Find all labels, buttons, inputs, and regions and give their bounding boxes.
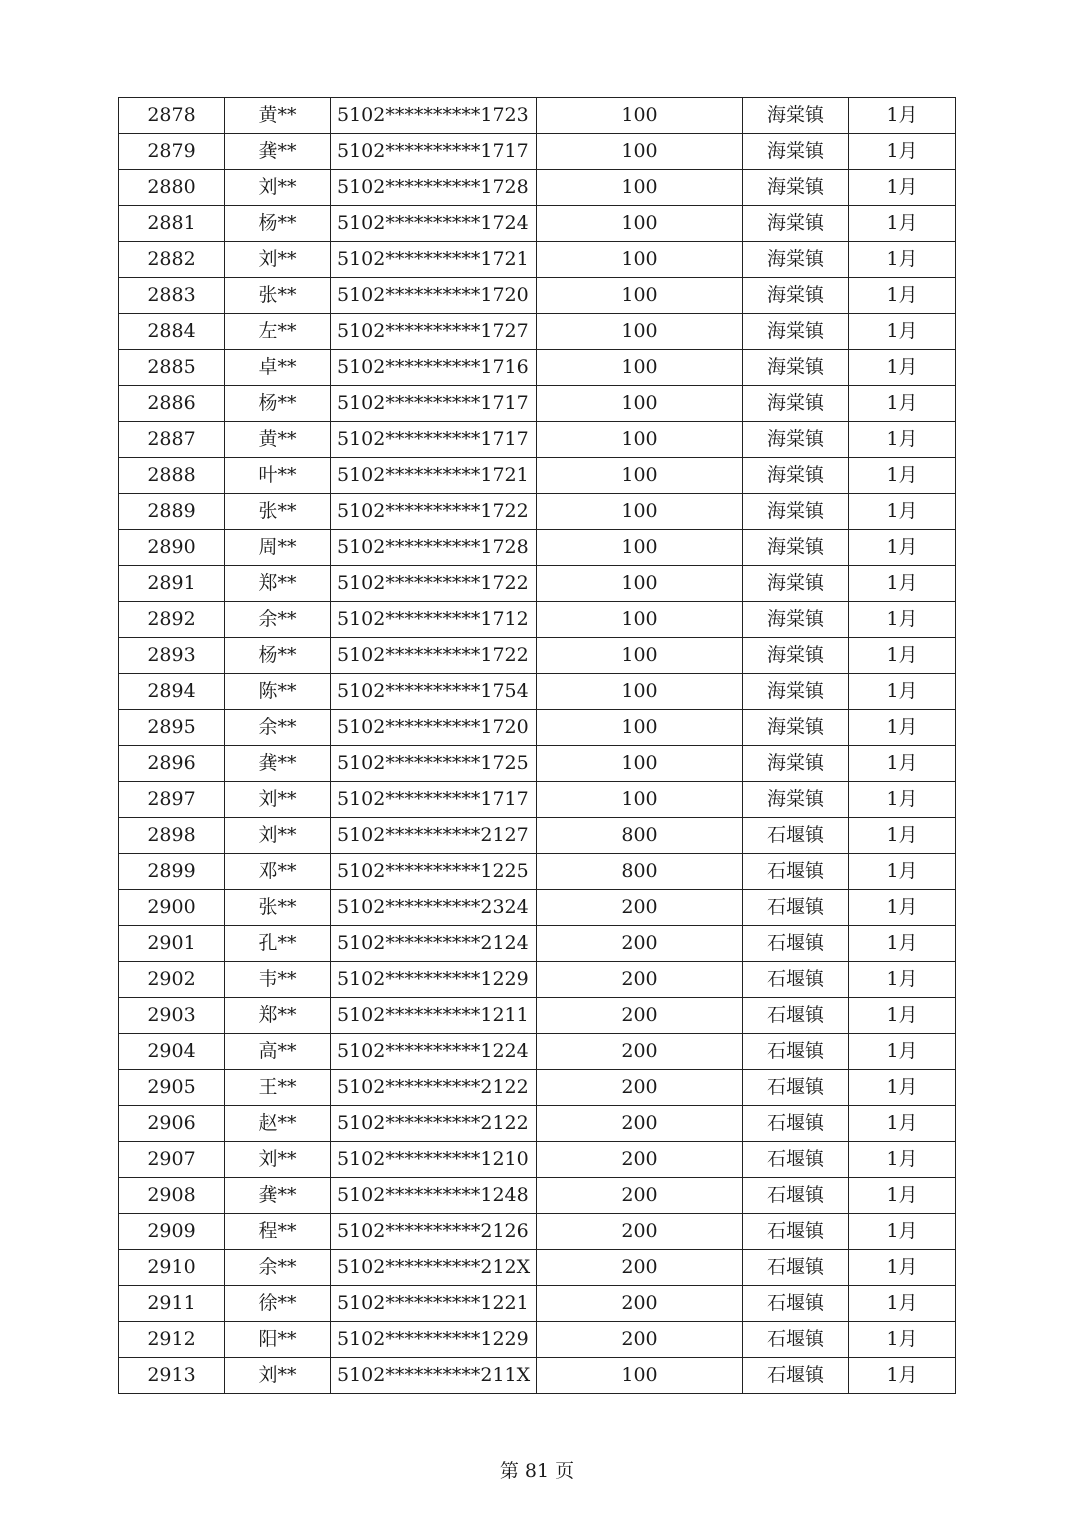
cell-seq: 2903 — [119, 998, 225, 1034]
cell-seq: 2892 — [119, 602, 225, 638]
cell-name: 刘** — [225, 1358, 331, 1394]
table-row — [119, 674, 956, 710]
cell-id-number: 5102**********1722 — [331, 494, 537, 530]
cell-name: 阳** — [225, 1322, 331, 1358]
table-row — [119, 1142, 956, 1178]
table-row — [119, 134, 956, 170]
cell-name: 杨** — [225, 386, 331, 422]
cell-amount: 100 — [537, 422, 743, 458]
cell-name: 程** — [225, 1214, 331, 1250]
cell-seq: 2881 — [119, 206, 225, 242]
cell-month: 1月 — [849, 962, 956, 998]
cell-name: 叶** — [225, 458, 331, 494]
cell-name: 邓** — [225, 854, 331, 890]
cell-id-number: 5102**********1717 — [331, 782, 537, 818]
table-row — [119, 1070, 956, 1106]
cell-month: 1月 — [849, 386, 956, 422]
table-row — [119, 422, 956, 458]
table-row — [119, 1250, 956, 1286]
cell-name: 龚** — [225, 1178, 331, 1214]
cell-id-number: 5102**********1717 — [331, 386, 537, 422]
cell-month: 1月 — [849, 602, 956, 638]
cell-id-number: 5102**********2126 — [331, 1214, 537, 1250]
table-row — [119, 278, 956, 314]
cell-seq: 2908 — [119, 1178, 225, 1214]
cell-id-number: 5102**********1248 — [331, 1178, 537, 1214]
cell-name: 黄** — [225, 422, 331, 458]
cell-amount: 100 — [537, 566, 743, 602]
cell-town: 石堰镇 — [743, 1358, 849, 1394]
cell-id-number: 5102**********1716 — [331, 350, 537, 386]
cell-name: 余** — [225, 710, 331, 746]
cell-seq: 2896 — [119, 746, 225, 782]
cell-seq: 2889 — [119, 494, 225, 530]
cell-name: 龚** — [225, 134, 331, 170]
cell-month: 1月 — [849, 1142, 956, 1178]
cell-town: 海棠镇 — [743, 494, 849, 530]
table-row — [119, 854, 956, 890]
cell-id-number: 5102**********1720 — [331, 710, 537, 746]
table-row — [119, 782, 956, 818]
cell-month: 1月 — [849, 134, 956, 170]
cell-amount: 200 — [537, 998, 743, 1034]
cell-amount: 100 — [537, 98, 743, 134]
cell-name: 赵** — [225, 1106, 331, 1142]
cell-amount: 200 — [537, 1034, 743, 1070]
cell-name: 卓** — [225, 350, 331, 386]
cell-month: 1月 — [849, 746, 956, 782]
cell-month: 1月 — [849, 818, 956, 854]
cell-town: 海棠镇 — [743, 422, 849, 458]
cell-amount: 200 — [537, 926, 743, 962]
cell-amount: 100 — [537, 674, 743, 710]
table-row — [119, 530, 956, 566]
cell-amount: 200 — [537, 1286, 743, 1322]
cell-town: 海棠镇 — [743, 386, 849, 422]
cell-month: 1月 — [849, 206, 956, 242]
cell-id-number: 5102**********1723 — [331, 98, 537, 134]
cell-amount: 100 — [537, 1358, 743, 1394]
cell-seq: 2901 — [119, 926, 225, 962]
cell-town: 海棠镇 — [743, 530, 849, 566]
cell-month: 1月 — [849, 1214, 956, 1250]
table-row — [119, 98, 956, 134]
cell-town: 石堰镇 — [743, 854, 849, 890]
cell-id-number: 5102**********1721 — [331, 458, 537, 494]
cell-name: 余** — [225, 602, 331, 638]
table-row — [119, 1322, 956, 1358]
cell-amount: 200 — [537, 1178, 743, 1214]
cell-town: 石堰镇 — [743, 926, 849, 962]
cell-seq: 2909 — [119, 1214, 225, 1250]
cell-id-number: 5102**********1728 — [331, 170, 537, 206]
cell-amount: 200 — [537, 1322, 743, 1358]
cell-amount: 100 — [537, 746, 743, 782]
table-row — [119, 1286, 956, 1322]
cell-month: 1月 — [849, 1358, 956, 1394]
table-row — [119, 242, 956, 278]
cell-name: 余** — [225, 1250, 331, 1286]
data-table — [118, 97, 956, 1394]
cell-town: 石堰镇 — [743, 1034, 849, 1070]
cell-name: 刘** — [225, 242, 331, 278]
cell-month: 1月 — [849, 1106, 956, 1142]
table-row — [119, 890, 956, 926]
cell-name: 杨** — [225, 206, 331, 242]
cell-amount: 100 — [537, 170, 743, 206]
cell-town: 石堰镇 — [743, 890, 849, 926]
table-row — [119, 386, 956, 422]
cell-town: 海棠镇 — [743, 206, 849, 242]
table-row — [119, 1034, 956, 1070]
cell-amount: 200 — [537, 1250, 743, 1286]
cell-id-number: 5102**********212X — [331, 1250, 537, 1286]
cell-seq: 2879 — [119, 134, 225, 170]
cell-month: 1月 — [849, 1070, 956, 1106]
table-row — [119, 746, 956, 782]
cell-name: 张** — [225, 494, 331, 530]
cell-name: 郑** — [225, 566, 331, 602]
cell-amount: 200 — [537, 1214, 743, 1250]
cell-id-number: 5102**********2324 — [331, 890, 537, 926]
cell-name: 黄** — [225, 98, 331, 134]
cell-seq: 2880 — [119, 170, 225, 206]
cell-town: 石堰镇 — [743, 1250, 849, 1286]
cell-month: 1月 — [849, 782, 956, 818]
table-row — [119, 566, 956, 602]
cell-amount: 200 — [537, 962, 743, 998]
table-row — [119, 170, 956, 206]
cell-town: 石堰镇 — [743, 998, 849, 1034]
cell-amount: 100 — [537, 530, 743, 566]
cell-amount: 200 — [537, 1070, 743, 1106]
cell-month: 1月 — [849, 530, 956, 566]
cell-id-number: 5102**********1717 — [331, 134, 537, 170]
cell-month: 1月 — [849, 242, 956, 278]
cell-amount: 100 — [537, 710, 743, 746]
table-row — [119, 206, 956, 242]
cell-town: 海棠镇 — [743, 710, 849, 746]
cell-name: 张** — [225, 890, 331, 926]
cell-id-number: 5102**********1225 — [331, 854, 537, 890]
table-body — [119, 98, 956, 1394]
cell-id-number: 5102**********1211 — [331, 998, 537, 1034]
cell-seq: 2884 — [119, 314, 225, 350]
cell-name: 杨** — [225, 638, 331, 674]
cell-name: 刘** — [225, 818, 331, 854]
cell-amount: 200 — [537, 1106, 743, 1142]
cell-month: 1月 — [849, 314, 956, 350]
cell-month: 1月 — [849, 1322, 956, 1358]
cell-id-number: 5102**********1725 — [331, 746, 537, 782]
table-row — [119, 962, 956, 998]
cell-amount: 200 — [537, 1142, 743, 1178]
cell-seq: 2895 — [119, 710, 225, 746]
cell-seq: 2899 — [119, 854, 225, 890]
cell-seq: 2902 — [119, 962, 225, 998]
cell-amount: 100 — [537, 638, 743, 674]
cell-month: 1月 — [849, 566, 956, 602]
cell-id-number: 5102**********1229 — [331, 962, 537, 998]
cell-town: 石堰镇 — [743, 818, 849, 854]
cell-seq: 2893 — [119, 638, 225, 674]
cell-seq: 2878 — [119, 98, 225, 134]
cell-month: 1月 — [849, 1034, 956, 1070]
cell-town: 海棠镇 — [743, 602, 849, 638]
cell-amount: 800 — [537, 854, 743, 890]
cell-id-number: 5102**********2122 — [331, 1106, 537, 1142]
cell-name: 孔** — [225, 926, 331, 962]
cell-town: 石堰镇 — [743, 1106, 849, 1142]
table-row — [119, 638, 956, 674]
cell-town: 石堰镇 — [743, 1286, 849, 1322]
table-row — [119, 602, 956, 638]
cell-seq: 2888 — [119, 458, 225, 494]
cell-id-number: 5102**********1722 — [331, 566, 537, 602]
cell-month: 1月 — [849, 926, 956, 962]
cell-month: 1月 — [849, 998, 956, 1034]
cell-seq: 2904 — [119, 1034, 225, 1070]
cell-month: 1月 — [849, 350, 956, 386]
table-row — [119, 458, 956, 494]
cell-id-number: 5102**********1712 — [331, 602, 537, 638]
cell-id-number: 5102**********1229 — [331, 1322, 537, 1358]
cell-month: 1月 — [849, 890, 956, 926]
cell-town: 海棠镇 — [743, 314, 849, 350]
cell-seq: 2900 — [119, 890, 225, 926]
cell-id-number: 5102**********1210 — [331, 1142, 537, 1178]
cell-month: 1月 — [849, 1250, 956, 1286]
cell-name: 周** — [225, 530, 331, 566]
cell-id-number: 5102**********2127 — [331, 818, 537, 854]
cell-seq: 2882 — [119, 242, 225, 278]
table-row — [119, 350, 956, 386]
cell-amount: 100 — [537, 206, 743, 242]
cell-name: 左** — [225, 314, 331, 350]
cell-town: 海棠镇 — [743, 278, 849, 314]
cell-id-number: 5102**********1720 — [331, 278, 537, 314]
table-row — [119, 494, 956, 530]
cell-amount: 100 — [537, 134, 743, 170]
cell-seq: 2898 — [119, 818, 225, 854]
cell-name: 刘** — [225, 170, 331, 206]
cell-month: 1月 — [849, 674, 956, 710]
table-row — [119, 710, 956, 746]
cell-amount: 100 — [537, 494, 743, 530]
cell-id-number: 5102**********2124 — [331, 926, 537, 962]
cell-town: 海棠镇 — [743, 350, 849, 386]
table-row — [119, 1214, 956, 1250]
cell-name: 徐** — [225, 1286, 331, 1322]
table-row — [119, 926, 956, 962]
cell-town: 石堰镇 — [743, 1214, 849, 1250]
cell-name: 刘** — [225, 1142, 331, 1178]
cell-amount: 200 — [537, 890, 743, 926]
cell-seq: 2907 — [119, 1142, 225, 1178]
cell-month: 1月 — [849, 1178, 956, 1214]
cell-month: 1月 — [849, 854, 956, 890]
cell-name: 龚** — [225, 746, 331, 782]
cell-amount: 100 — [537, 386, 743, 422]
cell-seq: 2883 — [119, 278, 225, 314]
cell-town: 海棠镇 — [743, 98, 849, 134]
cell-town: 海棠镇 — [743, 746, 849, 782]
cell-name: 高** — [225, 1034, 331, 1070]
cell-town: 海棠镇 — [743, 134, 849, 170]
cell-id-number: 5102**********1721 — [331, 242, 537, 278]
cell-month: 1月 — [849, 638, 956, 674]
cell-name: 张** — [225, 278, 331, 314]
table-row — [119, 1106, 956, 1142]
table-row — [119, 818, 956, 854]
cell-amount: 100 — [537, 350, 743, 386]
cell-town: 海棠镇 — [743, 242, 849, 278]
cell-id-number: 5102**********1717 — [331, 422, 537, 458]
cell-town: 海棠镇 — [743, 674, 849, 710]
cell-town: 海棠镇 — [743, 170, 849, 206]
cell-seq: 2913 — [119, 1358, 225, 1394]
table-row — [119, 1178, 956, 1214]
cell-month: 1月 — [849, 422, 956, 458]
cell-amount: 100 — [537, 782, 743, 818]
cell-seq: 2897 — [119, 782, 225, 818]
table-row — [119, 1358, 956, 1394]
cell-amount: 100 — [537, 602, 743, 638]
cell-seq: 2911 — [119, 1286, 225, 1322]
cell-amount: 100 — [537, 278, 743, 314]
cell-town: 石堰镇 — [743, 1322, 849, 1358]
cell-amount: 100 — [537, 314, 743, 350]
cell-name: 王** — [225, 1070, 331, 1106]
cell-month: 1月 — [849, 710, 956, 746]
cell-id-number: 5102**********1221 — [331, 1286, 537, 1322]
cell-amount: 100 — [537, 242, 743, 278]
cell-id-number: 5102**********1754 — [331, 674, 537, 710]
cell-amount: 100 — [537, 458, 743, 494]
cell-amount: 800 — [537, 818, 743, 854]
table-row — [119, 998, 956, 1034]
cell-id-number: 5102**********1722 — [331, 638, 537, 674]
cell-seq: 2887 — [119, 422, 225, 458]
cell-seq: 2912 — [119, 1322, 225, 1358]
cell-name: 郑** — [225, 998, 331, 1034]
cell-seq: 2894 — [119, 674, 225, 710]
cell-month: 1月 — [849, 170, 956, 206]
cell-town: 海棠镇 — [743, 458, 849, 494]
cell-seq: 2906 — [119, 1106, 225, 1142]
cell-name: 陈** — [225, 674, 331, 710]
cell-month: 1月 — [849, 278, 956, 314]
cell-town: 海棠镇 — [743, 566, 849, 602]
cell-seq: 2910 — [119, 1250, 225, 1286]
cell-month: 1月 — [849, 458, 956, 494]
table-row — [119, 314, 956, 350]
cell-town: 石堰镇 — [743, 1142, 849, 1178]
cell-id-number: 5102**********1728 — [331, 530, 537, 566]
cell-seq: 2891 — [119, 566, 225, 602]
cell-seq: 2885 — [119, 350, 225, 386]
cell-seq: 2890 — [119, 530, 225, 566]
cell-seq: 2886 — [119, 386, 225, 422]
cell-id-number: 5102**********1224 — [331, 1034, 537, 1070]
cell-town: 石堰镇 — [743, 962, 849, 998]
cell-id-number: 5102**********1727 — [331, 314, 537, 350]
cell-id-number: 5102**********2122 — [331, 1070, 537, 1106]
page-number: 第 81 页 — [499, 1460, 575, 1482]
cell-town: 石堰镇 — [743, 1070, 849, 1106]
cell-id-number: 5102**********211X — [331, 1358, 537, 1394]
cell-id-number: 5102**********1724 — [331, 206, 537, 242]
cell-month: 1月 — [849, 98, 956, 134]
cell-seq: 2905 — [119, 1070, 225, 1106]
cell-town: 海棠镇 — [743, 782, 849, 818]
cell-name: 韦** — [225, 962, 331, 998]
cell-month: 1月 — [849, 1286, 956, 1322]
cell-month: 1月 — [849, 494, 956, 530]
cell-town: 海棠镇 — [743, 638, 849, 674]
cell-town: 石堰镇 — [743, 1178, 849, 1214]
cell-name: 刘** — [225, 782, 331, 818]
